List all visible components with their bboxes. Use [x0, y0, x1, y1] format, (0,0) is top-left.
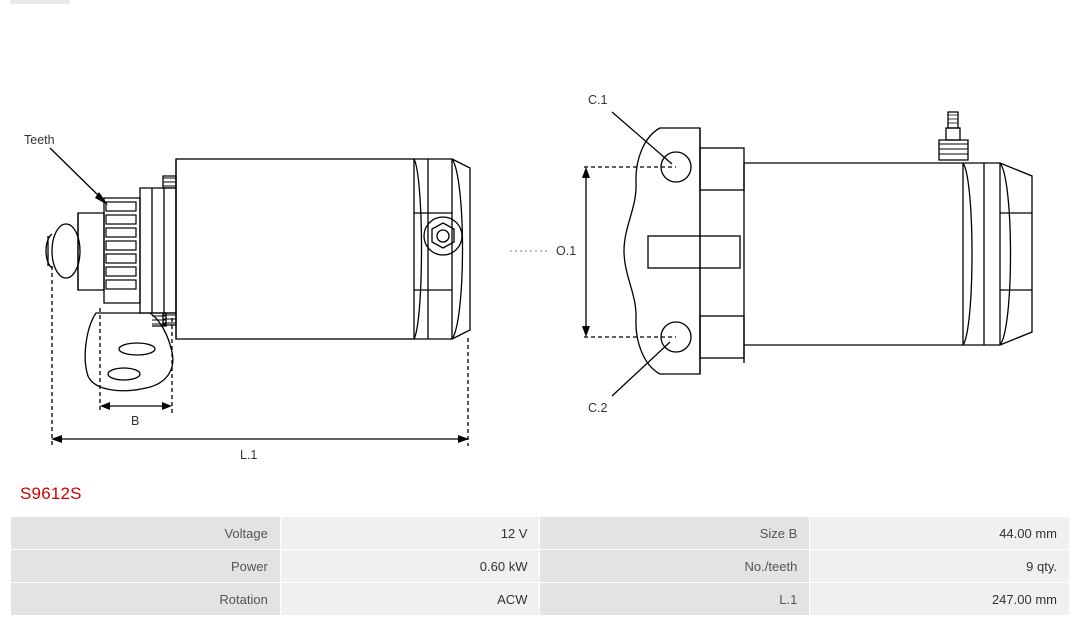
spec-value: 247.00 mm — [810, 583, 1070, 616]
table-row — [11, 517, 1070, 550]
spec-label: L.1 — [540, 583, 810, 616]
spec-label: Voltage — [11, 517, 281, 550]
top-bar-decoration — [10, 0, 70, 4]
part-number: S9612S — [20, 484, 82, 503]
table-row — [11, 583, 1070, 616]
teeth-leader — [50, 148, 108, 205]
spec-label: No./teeth — [540, 550, 810, 583]
label-callout-c1: C.1 — [588, 93, 608, 107]
left-side-view — [46, 148, 470, 446]
specifications-table — [10, 516, 1070, 616]
dimension-o1 — [510, 167, 676, 337]
spec-value: 44.00 mm — [810, 517, 1070, 550]
label-dimension-l1: L.1 — [240, 448, 258, 462]
table-row — [11, 550, 1070, 583]
starter-motor-diagram — [0, 8, 1080, 478]
dimension-l1 — [51, 266, 469, 446]
spec-label: Power — [11, 550, 281, 583]
spec-label: Size B — [540, 517, 810, 550]
label-dimension-b: B — [131, 414, 140, 428]
label-callout-c2: C.2 — [588, 401, 608, 415]
spec-value: 0.60 kW — [280, 550, 540, 583]
right-flange-view — [510, 112, 1032, 396]
spec-value: 9 qty. — [810, 550, 1070, 583]
label-teeth: Teeth — [24, 133, 55, 147]
callout-c1-leader — [612, 112, 672, 164]
spec-label: Rotation — [11, 583, 281, 616]
label-dimension-o1: O.1 — [556, 244, 577, 258]
spec-value: ACW — [280, 583, 540, 616]
spec-value: 12 V — [280, 517, 540, 550]
